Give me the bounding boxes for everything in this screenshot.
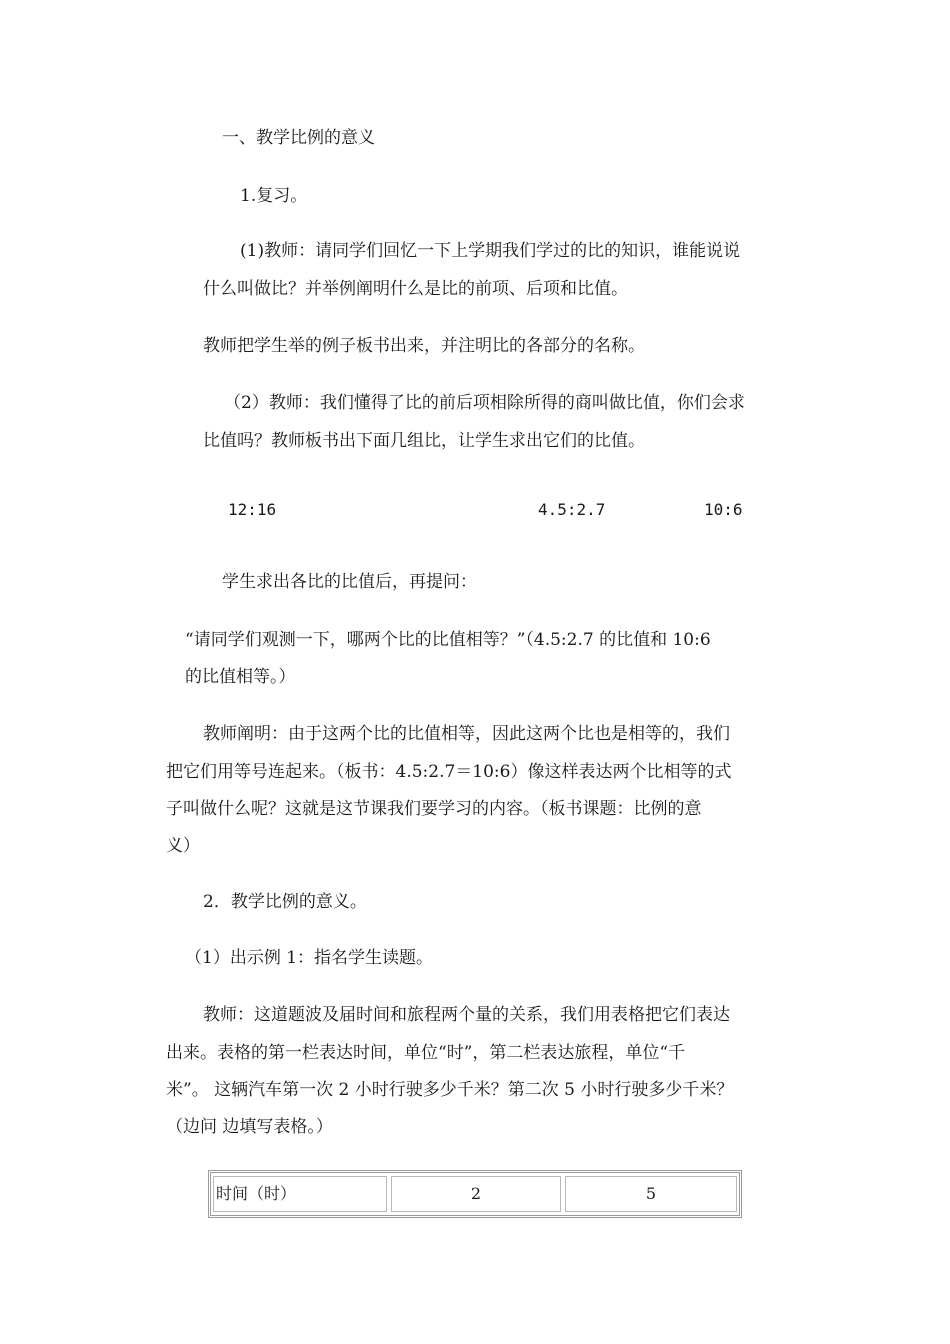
question-2-line-1: （2）教师：我们懂得了比的前后项相除所得的商叫做比值，你们会求 (224, 393, 745, 413)
teacher-line-1: 教师：这道题波及届时间和旅程两个量的关系，我们用表格把它们表达 (203, 1005, 730, 1025)
example-line: （1）出示例 1：指名学生读题。 (185, 948, 434, 968)
question-1-line-2: 什么叫做比？并举例阐明什么是比的前项、后项和比值。 (203, 279, 628, 299)
ask-intro: 学生求出各比的比值后，再提问： (222, 572, 477, 592)
time-table (208, 1170, 742, 1218)
table-cell-value-2: 5 (565, 1176, 737, 1212)
section-title: 一、教学比例的意义 (222, 128, 375, 148)
ratio-2: 4.5:2.7 (538, 500, 606, 519)
question-line-2: 的比值相等。） (185, 667, 296, 687)
table-cell-value-1: 2 (391, 1176, 561, 1212)
explain-line-4: 义） (166, 836, 200, 856)
teach-heading: 2．教学比例的意义。 (203, 892, 367, 912)
review-heading: 1.复习。 (240, 186, 308, 206)
teacher-line-4: （边问 边填写表格。） (166, 1117, 333, 1137)
teacher-line-2: 出来。表格的第一栏表达时间，单位“时”，第二栏表达旅程，单位“千 (166, 1043, 686, 1063)
question-1-line-1: (1)教师：请同学们回忆一下上学期我们学过的比的知识，谁能说说 (240, 241, 741, 261)
question-2-line-2: 比值吗？教师板书出下面几组比，让学生求出它们的比值。 (203, 431, 645, 451)
ratio-1: 12:16 (228, 500, 277, 519)
teacher-line-3: 米”。 这辆汽车第一次 2 小时行驶多少千米？第二次 5 小时行驶多少千米？ (166, 1080, 734, 1100)
explain-line-3: 子叫做什么呢？这就是这节课我们要学习的内容。（板书课题：比例的意 (166, 799, 702, 819)
question-line-1: “请同学们观测一下，哪两个比的比值相等？”（4.5:2.7 的比值和 10:6 (185, 630, 711, 650)
explain-line-2: 把它们用等号连起来。（板书：4.5:2.7＝10:6）像这样表达两个比相等的式 (166, 762, 732, 782)
board-note: 教师把学生举的例子板书出来，并注明比的各部分的名称。 (203, 336, 645, 356)
ratio-3: 10:6 (704, 500, 743, 519)
table-header-cell: 时间（时） (213, 1176, 387, 1212)
explain-line-1: 教师阐明：由于这两个比的比值相等，因此这两个比也是相等的，我们 (203, 724, 730, 744)
